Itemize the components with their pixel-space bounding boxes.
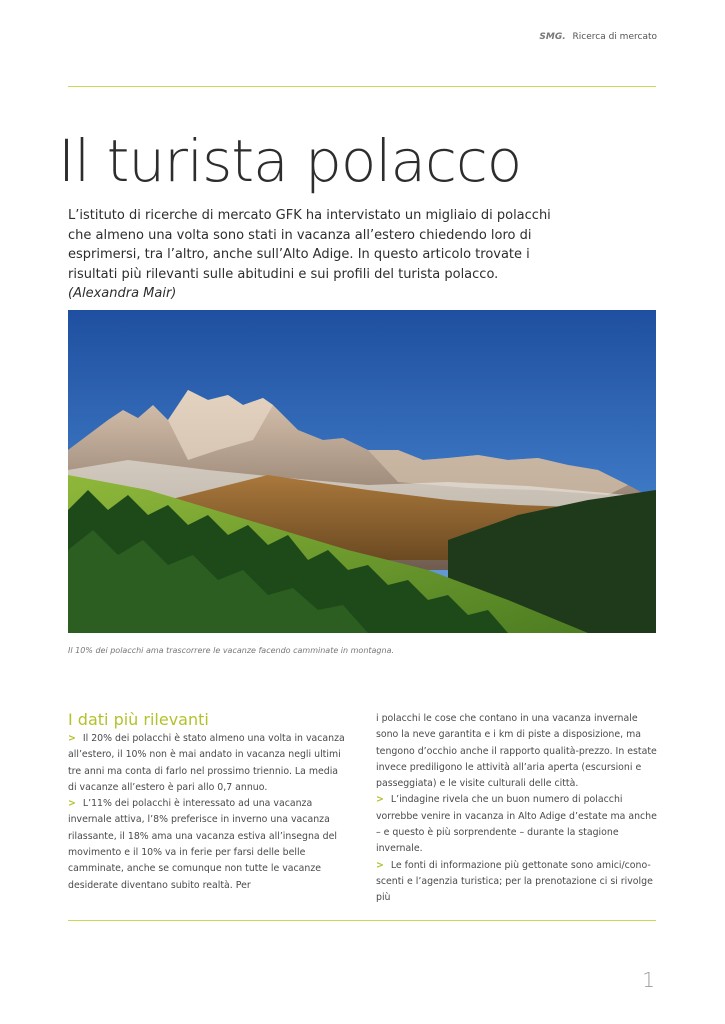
- bottom-divider: [68, 920, 656, 921]
- section-heading: I dati più rilevanti: [68, 710, 209, 729]
- article-intro: [68, 206, 568, 304]
- bullet-paragraph: > Il 20% dei polacchi è stato almeno una volta in vacanza all’estero, il 10% non è mai andato in vacanza negli ultimi tre anni ma conta di farlo nel prossimo triennio. La media di vacanze all’estero è pari allo 0,7 annuo.: [68, 733, 345, 793]
- page-header: [539, 32, 657, 42]
- top-divider: [68, 86, 656, 87]
- bullet-arrow-icon: >: [68, 798, 76, 810]
- bullet-paragraph: > L’indagine rivela che un buon numero di polacchi vorrebbe venire in vacanza in Alto Adige d’estate ma anche – e questo è più sorprendente – durante la stagione invernale.: [376, 794, 657, 855]
- bullet-arrow-icon: >: [376, 859, 384, 871]
- photo-caption: Il 10% dei polacchi ama trascorrere le vacanze facendo camminate in montagna.: [68, 646, 395, 655]
- section-label: Ricerca di mercato: [572, 32, 657, 42]
- intro-text: L’istituto di ricerche di mercato GFK ha intervistato un migliaio di polacchi che almeno una volta sono stati in vacanza all’estero chiedendo loro di esprimersi, tra l’altro, anche sull’Alto Adige. In questo articolo trovate i risultati più rilevanti sulle abitudini e sui profili del turista polacco.: [68, 208, 551, 282]
- left-column: [68, 731, 346, 894]
- brand-logo: SMG.: [539, 32, 566, 42]
- page-number: 1: [642, 968, 655, 992]
- author-credit: (Alexandra Mair): [68, 286, 177, 301]
- mountain-photo: [68, 310, 656, 633]
- bullet-arrow-icon: >: [68, 733, 76, 744]
- bullet-paragraph: > Le fonti di informazione più gettonate sono amici/cono-scenti e l’agenzia turistica; per la prenotazione ci si rivolge più: [376, 859, 653, 904]
- bullet-arrow-icon: >: [376, 794, 384, 806]
- bullet-paragraph: > L’11% dei polacchi è interessato ad una vacanza invernale attiva, l’8% preferisce in inverno una vacanza rilassante, il 18% ama una vacanza estiva all’insegna del movimento e il 10% va in ferie per farsi delle belle camminate, anche se comunque non tutte le vacanze desiderate diventano subito realtà. Per: [68, 798, 337, 891]
- continued-paragraph: i polacchi le cose che contano in una vacanza invernale sono la neve garantita e i km di piste a disposizione, ma tengono d’occhio anche il rapporto qualità-prezzo. In estate invece prediligono le attività all’aria aperta (escursioni e passeggiata) e le visite culturali delle città.: [376, 713, 657, 790]
- right-column: [376, 711, 658, 907]
- article-title: Il turista polacco: [58, 127, 522, 195]
